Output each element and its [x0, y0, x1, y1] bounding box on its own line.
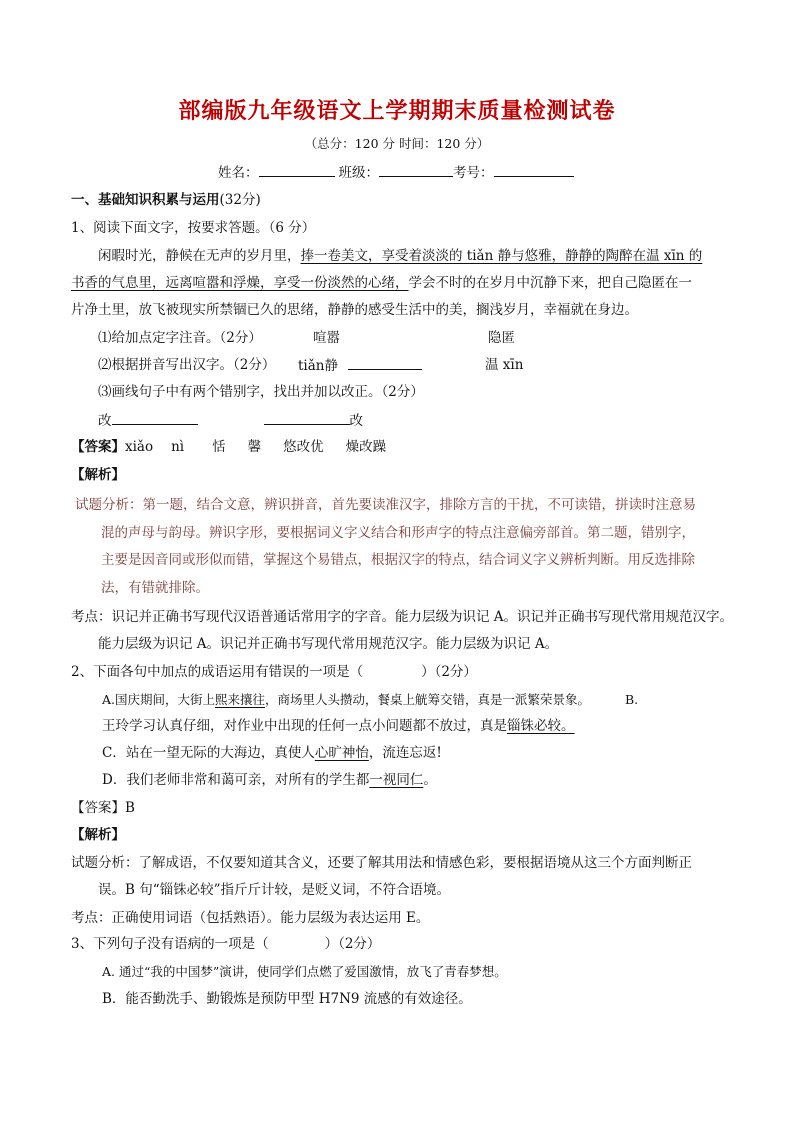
q3-option-a[interactable]: A. 通过“我的中国梦”演讲，使同学们点燃了爱国激情，放飞了青春梦想。	[102, 964, 507, 979]
q1-paragraph-line2	[71, 273, 692, 293]
q2-option-b[interactable]	[102, 716, 575, 736]
exam-no-label: 考号：	[453, 165, 494, 181]
q2-option-c-text: C．站在一望无际的大海边，真使人	[102, 745, 315, 761]
q1-kaodian-line1: 考点：识记并正确书写现代汉语普通话常用字的字音。能力层级为识记 A。识记并正确书写现代常用规范汉字。	[71, 609, 734, 625]
q2-option-a-idiom: 熙来攘往	[215, 692, 266, 707]
q2-option-c-text: ，流连忘返!	[368, 745, 442, 761]
q1-sub3: ⑶画线句子中有两个错别字，找出并加以改正。（2分）	[98, 384, 424, 400]
q1-sub2	[98, 355, 275, 375]
q1-stem: 1、阅读下面文字，按要求答题。（6 分）	[71, 220, 316, 236]
q3-stem	[71, 934, 380, 954]
q2-option-b-idiom: 锱铢必较。	[507, 718, 575, 734]
q1-sub2-pinyin1: tiǎn静	[298, 358, 338, 374]
q2-option-b-text: 王玲学习认真仔细，对作业中出现的任何一点小问题都不放过，真是	[102, 718, 507, 734]
q1-paragraph-line1	[98, 246, 702, 266]
q1-sub1-word2: 隐匿	[488, 330, 515, 346]
q2-kaodian: 考点：正确使用词语（包括熟语）。能力层级为表达运用 E。	[71, 910, 430, 926]
answer-item: 馨	[247, 439, 262, 455]
section1-title: 一、基础知识积累与运用	[71, 192, 220, 208]
correction-blank2[interactable]	[264, 410, 350, 425]
q1-answer	[71, 437, 386, 457]
q2-stem-text: 2、下面各句中加点的成语运用有错误的一项是（	[71, 664, 364, 680]
q2-option-c[interactable]	[102, 743, 442, 763]
q1-analysis-label: 【解析】	[71, 467, 125, 483]
class-blank[interactable]	[379, 162, 453, 177]
q1-underlined-sentence: 捧一卷美文，享受着淡淡的 tiǎn 静与悠雅，静静的陶醉在温 xīn 的	[300, 248, 703, 264]
correction-label: 改	[98, 413, 112, 429]
q2-option-a-text: A.国庆期间，大街上	[102, 692, 216, 707]
answer-item: 燥改躁	[345, 439, 387, 455]
q1-analysis-line2: 混的声母与韵母。辨识字形，要根据词义字义结合和形声字的特点注意偏旁部首。第二题，错别字，	[101, 525, 695, 541]
q2-stem-score: ）（2分）	[421, 664, 477, 680]
q1-analysis-line1: 试题分析：第一题，结合文意，辨识拼音，首先要读准汉字，排除方言的干扰，不可读错，拼读时注意易	[75, 497, 696, 513]
answer-item: 恬	[212, 439, 226, 455]
class-label: 班级：	[338, 165, 379, 181]
q1-analysis-line3: 主要是因音同或形似而错，掌握这个易错点，根据汉字的特点，结合词义字义辨析判断。用反选排除	[101, 552, 695, 568]
q2-option-a[interactable]	[102, 690, 590, 710]
q1-sub1-word1: 喧嚣	[313, 330, 340, 346]
q1-sub2-text: ⑵根据拼音写出汉字。（2分）	[98, 357, 276, 373]
q2-option-d-idiom: 一视同仁	[369, 772, 424, 788]
answer-item: xiǎo	[125, 439, 154, 455]
q1-underlined-sentence-cont: 书香的气息里，远离喧嚣和浮燥，享受一份淡然的心绪，	[71, 275, 409, 291]
q1-sub2-word1	[298, 355, 422, 376]
answer-item: nì	[171, 439, 185, 455]
section1-heading	[71, 190, 261, 210]
q2-analysis-line2: 误。B 句“锱铢必较”指斤斤计较，是贬义词，不符合语境。	[98, 882, 451, 898]
q1-sub1	[98, 328, 262, 348]
q2-analysis-line1: 试题分析：了解成语，不仅要知道其含义，还要了解其用法和情感色彩，要根据语境从这三个方面判断正	[71, 855, 692, 871]
q1-para-text: 闲暇时光，静候在无声的岁月里，	[98, 248, 301, 264]
name-label: 姓名：	[218, 165, 259, 181]
q3-stem-text: 3、下列句子没有语病的一项是（	[71, 936, 269, 952]
q1-paragraph-line3: 片净土里，放飞被现实所禁锢已久的思绪，静静的感受生活中的美，搁浅岁月，幸福就在身边。	[71, 302, 638, 318]
q1-sub3-answer-row	[98, 410, 363, 431]
q1-analysis-line4: 法，有错就排除。	[101, 580, 209, 596]
page-title: 部编版九年级语文上学期期末质量检测试卷	[178, 99, 616, 124]
q2-analysis-label: 【解析】	[71, 827, 125, 843]
section1-score: (32分)	[219, 192, 261, 208]
student-info-row	[218, 162, 574, 183]
answer-label: 【答案】	[71, 439, 125, 455]
page-subtitle: （总分：120 分 时间：120 分）	[304, 136, 490, 151]
q3-option-b[interactable]: B．能否勤洗手、勤锻炼是预防甲型 H7N9 流感的有效途径。	[102, 991, 472, 1007]
q1-kaodian-line2: 能力层级为识记 A。识记并正确书写现代常用规范汉字。能力层级为识记 A。	[98, 636, 559, 652]
q3-stem-score: ）（2分）	[324, 936, 381, 952]
q2-option-b-label[interactable]: B.	[625, 692, 639, 707]
q2-stem	[71, 662, 477, 682]
q2-option-d-text: 。	[423, 772, 437, 788]
answer-item: 悠改优	[283, 439, 324, 455]
q1-sub2-word2: 温 xīn	[485, 357, 524, 373]
q2-option-a-text: ，商场里人头攒动，餐桌上觥筹交错，真是一派繁荣景象。	[265, 692, 591, 707]
q2-option-d[interactable]	[102, 770, 437, 790]
exam-no-blank[interactable]	[494, 162, 574, 177]
q2-option-d-text: D．我们老师非常和蔼可亲，对所有的学生都	[102, 772, 370, 788]
correction-label: 改	[349, 413, 363, 429]
q2-option-c-idiom: 心旷神怡	[314, 745, 369, 761]
q1-para-text: 学会不时的在岁月中沉静下来，把自己隐匿在一	[408, 275, 692, 291]
q1-sub2-blank1[interactable]	[348, 355, 422, 370]
q2-answer: 【答案】B	[71, 800, 135, 816]
correction-blank1[interactable]	[112, 410, 198, 425]
name-blank[interactable]	[259, 162, 335, 177]
q1-sub1-text: ⑴给加点定字注音。（2分）	[98, 330, 262, 346]
